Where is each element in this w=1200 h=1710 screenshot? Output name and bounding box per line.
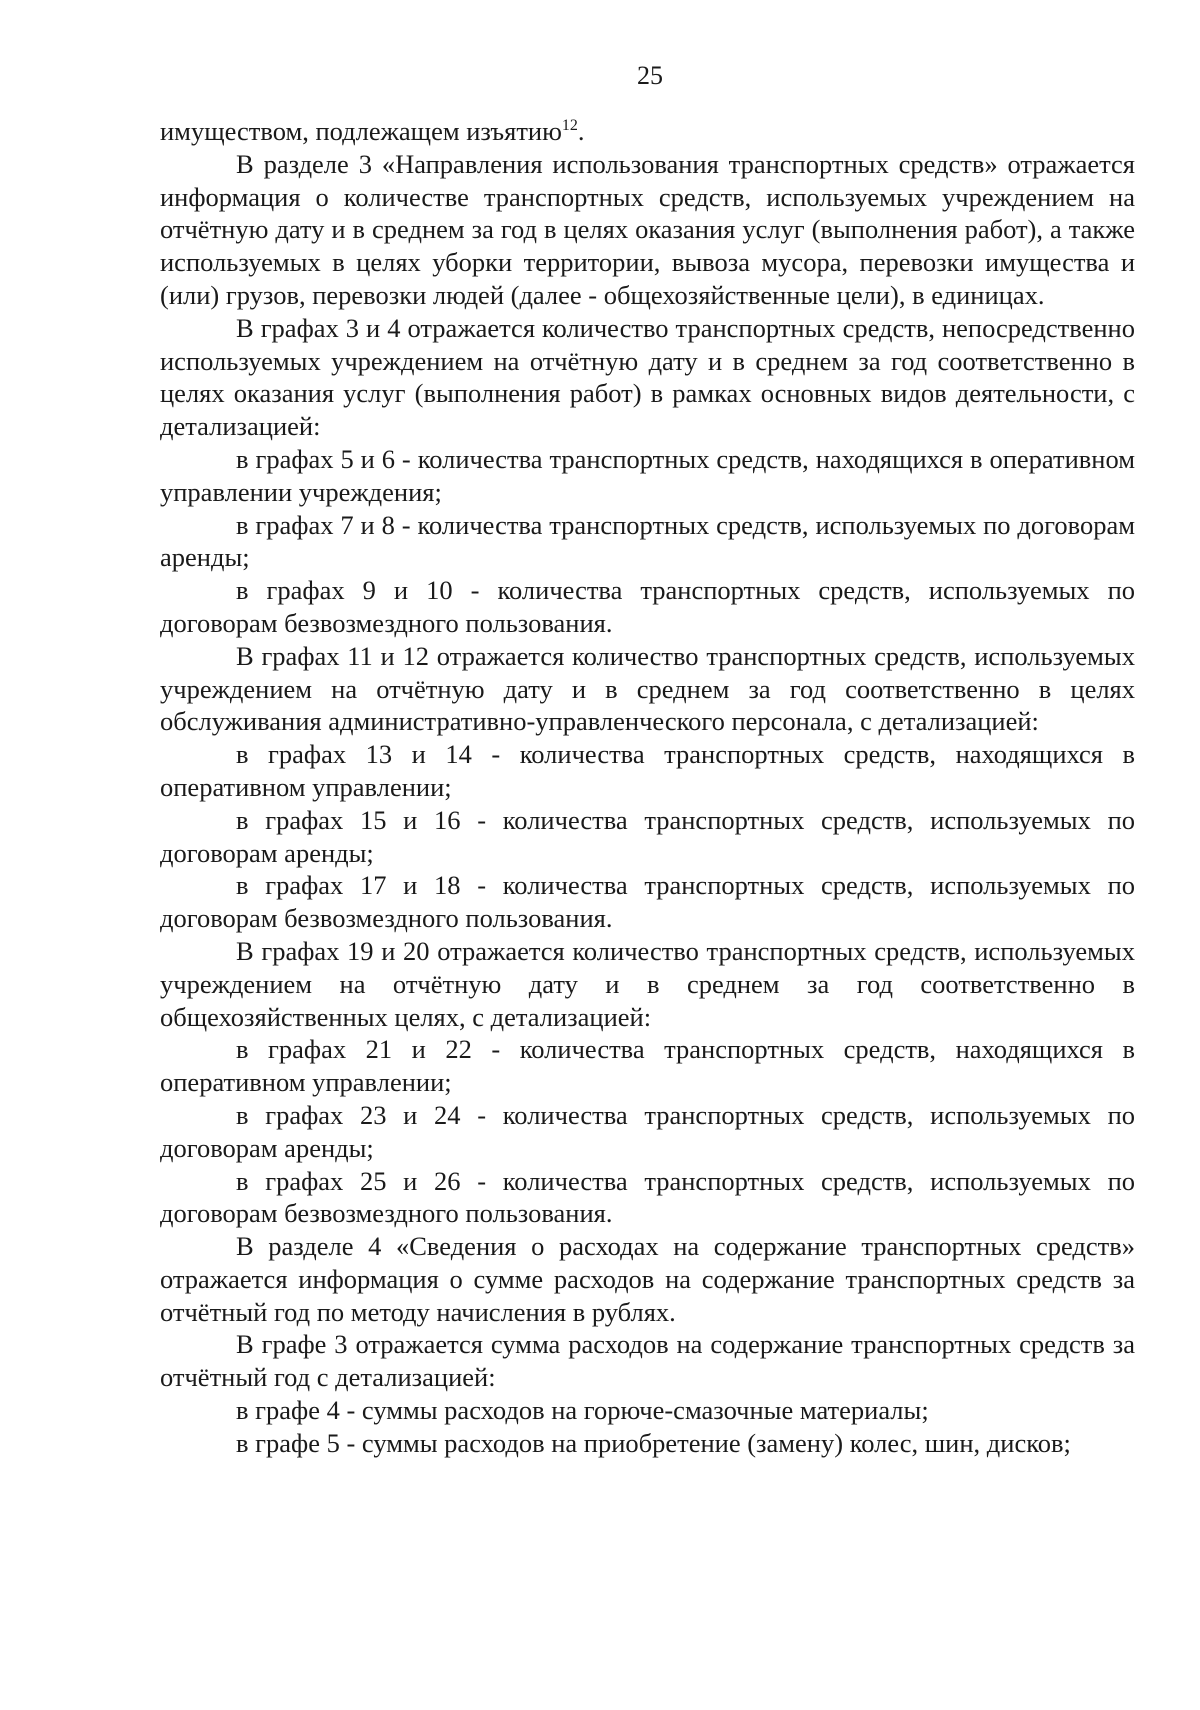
paragraph: в графе 4 - суммы расходов на горюче-смазочные материалы; — [236, 1395, 929, 1426]
paragraph: в графах 25 и 26 - количества транспортных средств, используемых по договорам безвозмездного пользования. — [160, 1165, 1135, 1229]
paragraph: в графах 7 и 8 - количества транспортных средств, используемых по договорам аренды; — [160, 509, 1135, 573]
paragraph: В разделе 4 «Сведения о расходах на содержание транспортных средств» отражается информация о сумме расходов на содержание транспортных средств за отчётный год по методу начисления в рублях. — [160, 1231, 1135, 1327]
footnote-reference: 12 — [561, 117, 578, 135]
paragraph-text: имуществом, подлежащем изъятию — [160, 116, 562, 146]
document-body — [160, 115, 1135, 1460]
paragraph: в графах 15 и 16 - количества транспортных средств, используемых по договорам аренды; — [160, 804, 1135, 868]
paragraph: В графах 19 и 20 отражается количество транспортных средств, используемых учреждением на отчётную дату и в среднем за год соответственно в общехозяйственных целях, с детализацией: — [160, 935, 1135, 1032]
paragraph: В графах 11 и 12 отражается количество транспортных средств, используемых учреждением на отчётную дату и в среднем за год соответственно в целях обслуживания административно-управленческого персонала, с детализацией: — [160, 640, 1135, 737]
sentence-end: . — [577, 116, 585, 146]
paragraph: в графе 5 - суммы расходов на приобретение (замену) колес, шин, дисков; — [236, 1427, 1071, 1458]
paragraph: В графах 3 и 4 отражается количество транспортных средств, непосредственно используемых учреждением на отчётную дату и в среднем за год соответственно в целях оказания услуг (выполнения работ) в рамках основных видов деятельности, с детализацией: — [160, 312, 1135, 442]
paragraph: в графах 23 и 24 - количества транспортных средств, используемых по договорам аренды; — [160, 1099, 1135, 1163]
paragraph: в графах 5 и 6 - количества транспортных средств, находящихся в оперативном управлении учреждения; — [160, 443, 1135, 507]
paragraph: в графах 13 и 14 - количества транспортных средств, находящихся в оперативном управлении; — [160, 739, 1135, 802]
paragraph: в графах 9 и 10 - количества транспортных средств, используемых по договорам безвозмездного пользования. — [160, 575, 1135, 638]
paragraph: в графах 17 и 18 - количества транспортных средств, используемых по договорам безвозмездного пользования. — [160, 870, 1135, 934]
paragraph: В разделе 3 «Направления использования транспортных средств» отражается информация о количестве транспортных средств, используемых учреждением на отчётную дату и в среднем за год в целях оказания услуг (выполнения работ), а также используемых в целях уборки территории, вывоза мусора, перевозки имущества и (или) грузов, перевозки людей (далее - общехозяйственные цели), в единицах. — [160, 148, 1135, 310]
paragraph: В графе 3 отражается сумма расходов на содержание транспортных средств за отчётный год с детализацией: — [160, 1329, 1135, 1393]
page-number: 25 — [637, 61, 663, 90]
paragraph-continuation — [160, 115, 1135, 148]
paragraph: в графах 21 и 22 - количества транспортных средств, находящихся в оперативном управлении; — [160, 1034, 1135, 1098]
